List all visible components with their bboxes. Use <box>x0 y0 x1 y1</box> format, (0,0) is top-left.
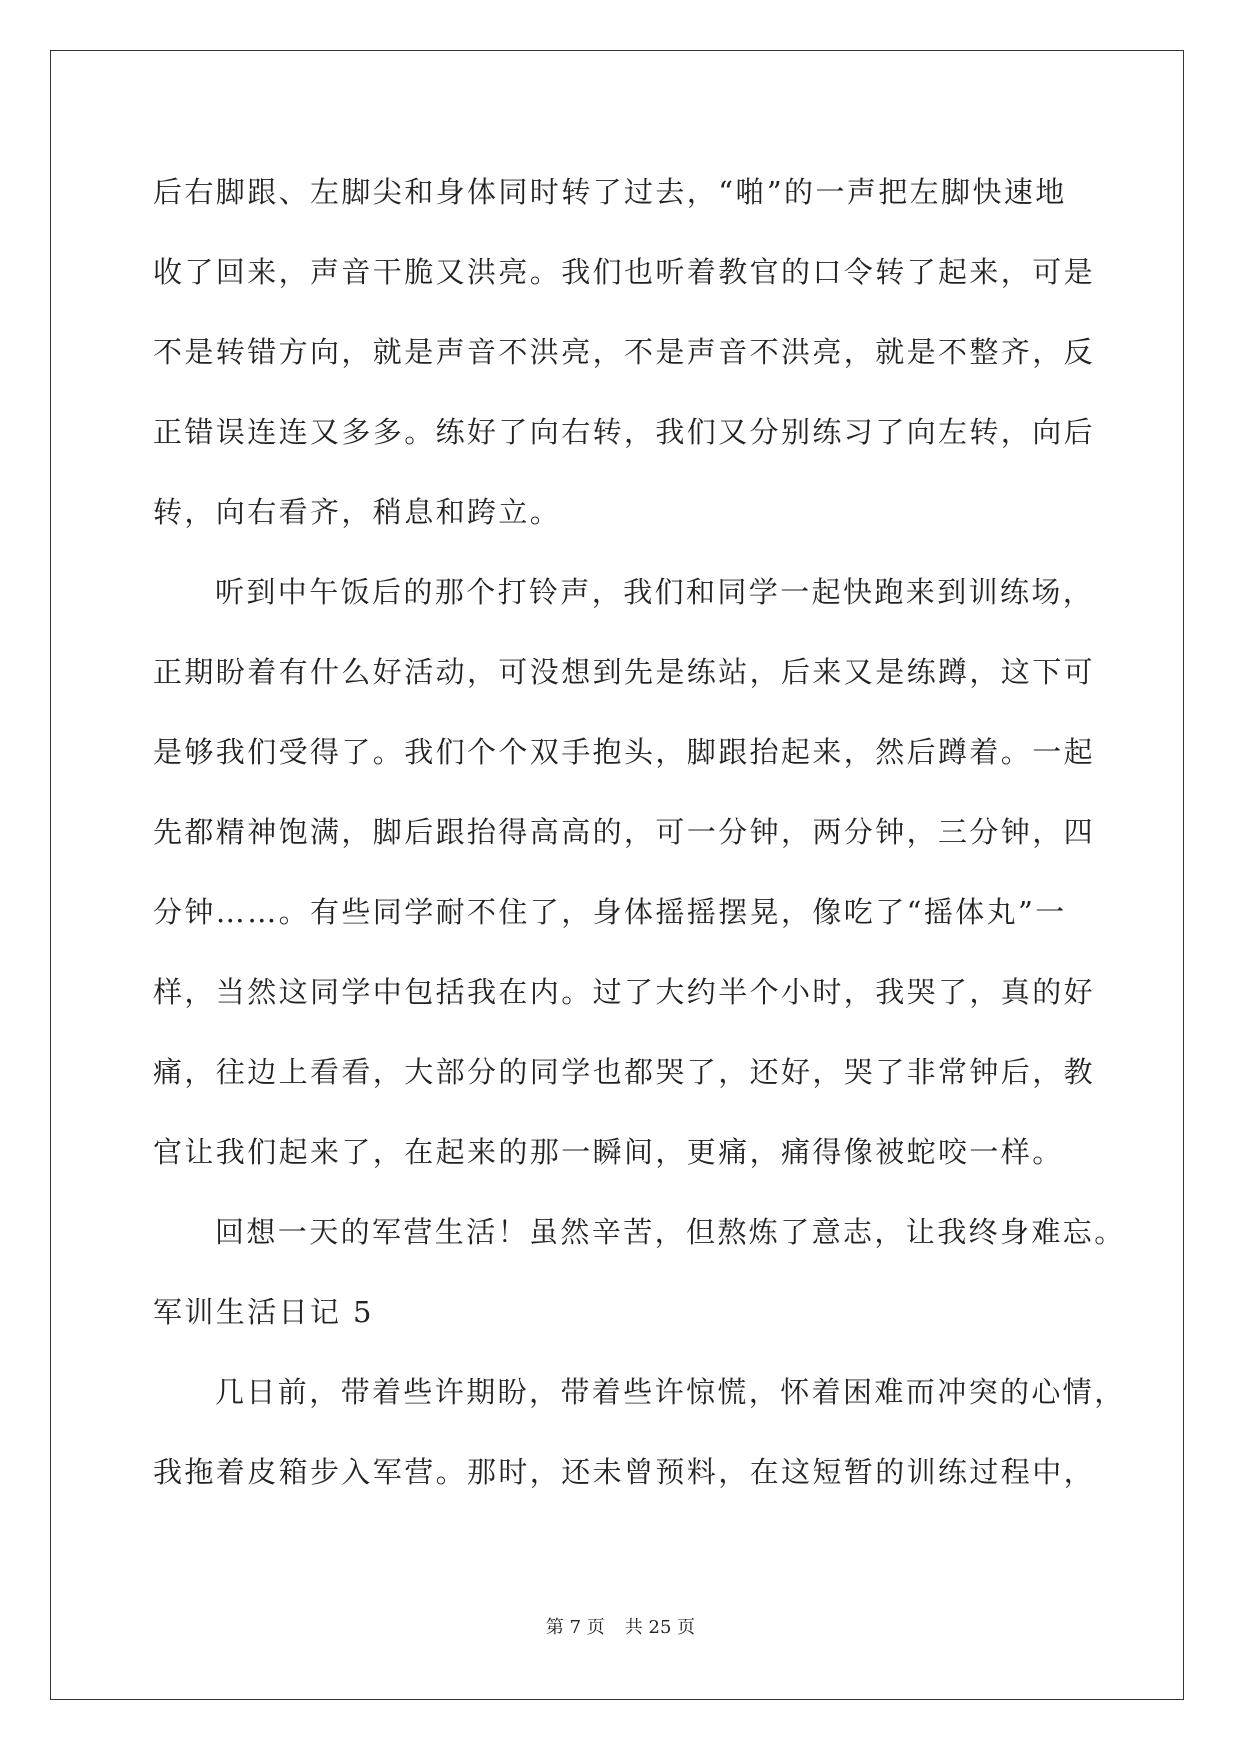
text-line: 先都精神饱满，脚后跟抬得高高的，可一分钟，两分钟，三分钟，四 <box>153 815 1096 849</box>
text-line: 是够我们受得了。我们个个双手抱头，脚跟抬起来，然后蹲着。一起 <box>153 735 1096 769</box>
text-line: 转，向右看齐，稍息和跨立。 <box>153 495 562 529</box>
page-number: 第 7 页 <box>545 1617 605 1638</box>
page-border <box>50 50 1184 1700</box>
text-line: 官让我们起来了，在起来的那一瞬间，更痛，痛得像被蛇咬一样。 <box>153 1135 1064 1169</box>
page-total: 共 25 页 <box>624 1617 696 1638</box>
text-line: 正期盼着有什么好活动，可没想到先是练站，后来又是练蹲，这下可 <box>153 655 1096 689</box>
text-line: 后右脚跟、左脚尖和身体同时转了过去，“啪”的一声把左脚快速地 <box>153 175 1067 209</box>
paragraph-start-line: 几日前，带着些许期盼，带着些许惊慌，怀着困难而冲突的心情， <box>215 1375 1126 1409</box>
paragraph-start-line: 回想一天的军营生活！虽然辛苦，但熬炼了意志，让我终身难忘。 <box>215 1215 1126 1249</box>
text-line: 不是转错方向，就是声音不洪亮，不是声音不洪亮，就是不整齐，反 <box>153 335 1096 369</box>
text-line: 收了回来，声音干脆又洪亮。我们也听着教官的口令转了起来，可是 <box>153 255 1096 289</box>
section-heading: 军训生活日记 5 <box>153 1295 374 1329</box>
text-line: 我拖着皮箱步入军营。那时，还未曾预料，在这短暂的训练过程中， <box>153 1455 1096 1489</box>
text-line: 痛，往边上看看，大部分的同学也都哭了，还好，哭了非常钟后，教 <box>153 1055 1096 1089</box>
page-footer <box>0 1617 1241 1639</box>
text-line: 分钟……。有些同学耐不住了，身体摇摇摆晃，像吃了“摇体丸”一 <box>153 895 1067 929</box>
text-line: 样，当然这同学中包括我在内。过了大约半个小时，我哭了，真的好 <box>153 975 1096 1009</box>
paragraph-start-line: 听到中午饭后的那个打铃声，我们和同学一起快跑来到训练场， <box>215 575 1095 609</box>
text-line: 正错误连连又多多。练好了向右转，我们又分别练习了向左转，向后 <box>153 415 1096 449</box>
